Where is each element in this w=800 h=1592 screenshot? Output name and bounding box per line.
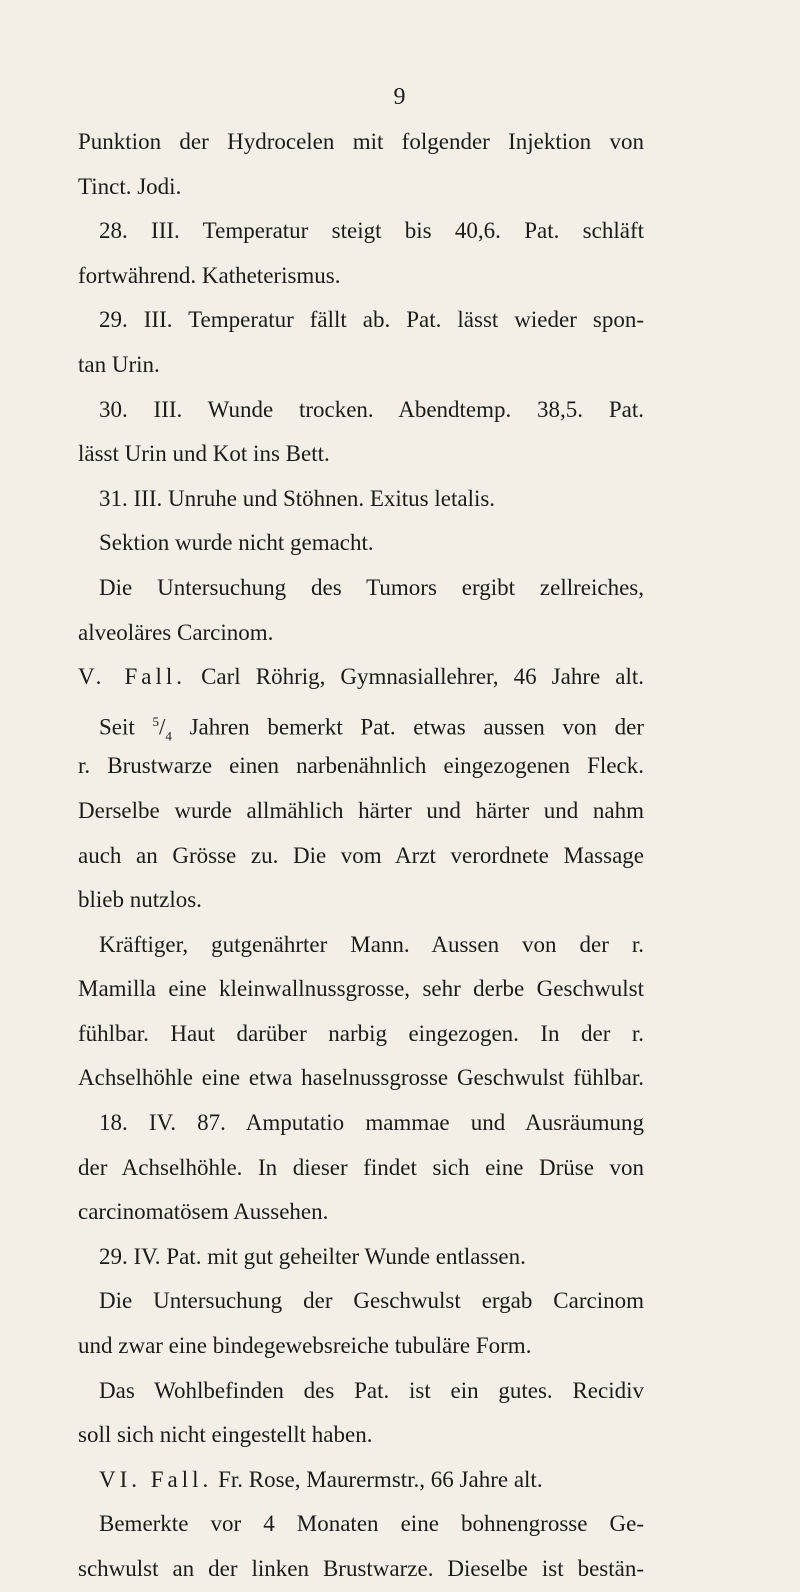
case-heading-vi: VI. Fall. Fr. Rose, Maurermstr., 66 Jahre alt. — [99, 1466, 543, 1492]
text-line: 18. IV. 87. Amputatio mammae und Ausräumung — [99, 1110, 644, 1136]
text-line: tan Urin. — [78, 351, 160, 377]
text-line: 29. III. Temperatur fällt ab. Pat. lässt wieder spon- — [99, 307, 644, 333]
text-line: der Achselhöhle. In dieser findet sich eine Drüse von — [78, 1154, 644, 1180]
text-line: Derselbe wurde allmählich härter und härter und nahm — [78, 797, 644, 823]
case-label: VI. Fall. — [99, 1466, 213, 1492]
text-line: und zwar eine bindegewebsreiche tubuläre Form. — [78, 1333, 532, 1359]
text-line: Das Wohlbefinden des Pat. ist ein gutes. Recidiv — [99, 1377, 644, 1403]
text-line: 29. IV. Pat. mit gut geheilter Wunde entlassen. — [99, 1243, 526, 1269]
text-line: lässt Urin und Kot ins Bett. — [78, 441, 330, 467]
text-line: auch an Grösse zu. Die vom Arzt verordnete Massage — [78, 842, 644, 868]
text-line: 30. III. Wunde trocken. Abendtemp. 38,5. Pat. — [99, 396, 644, 422]
case-heading-v: V. Fall. Carl Röhrig, Gymnasiallehrer, 46 Jahre alt. — [78, 664, 644, 690]
fraction-numerator: 5 — [152, 713, 159, 729]
text-line: Achselhöhle eine etwa haselnussgrosse Geschwulst fühlbar. — [78, 1065, 644, 1091]
text-line: alveoläres Carcinom. — [78, 619, 274, 645]
body-text — [78, 120, 644, 1592]
text-line: Tinct. Jodi. — [78, 173, 182, 199]
page-number: 9 — [393, 84, 407, 110]
text-line: fühlbar. Haut darüber narbig eingezogen. In der r. — [78, 1020, 644, 1046]
text-line: blieb nutzlos. — [78, 887, 202, 913]
text-line: Punktion der Hydrocelen mit folgender Injektion von — [78, 129, 644, 154]
text-line: 28. III. Temperatur steigt bis 40,6. Pat. schläft — [99, 218, 644, 244]
text-line: Mamilla eine kleinwallnussgrosse, sehr derbe Geschwulst — [78, 976, 644, 1002]
text-line: 31. III. Unruhe und Stöhnen. Exitus letalis. — [99, 485, 496, 511]
text-line-fraction: Seit $^5/_4$ Jahren bemerkt Pat. etwas aussen von der — [99, 713, 644, 743]
text-line: Kräftiger, gutgenährter Mann. Aussen von der r. — [99, 931, 644, 957]
text-line: Die Untersuchung der Geschwulst ergab Carcinom — [99, 1288, 644, 1314]
text-line: soll sich nicht eingestellt haben. — [78, 1422, 373, 1448]
text-line: schwulst an der linken Brustwarze. Dieselbe ist bestän- — [78, 1556, 644, 1581]
case-label: V. Fall. — [78, 664, 186, 690]
text-line: fortwährend. Katheterismus. — [78, 262, 341, 288]
text-line: Die Untersuchung des Tumors ergibt zellreiches, — [99, 574, 644, 600]
fraction-denominator: 4 — [165, 727, 172, 743]
text-line: Bemerkte vor 4 Monaten eine bohnengrosse Ge- — [99, 1511, 644, 1537]
text-line: carcinomatösem Aussehen. — [78, 1199, 329, 1225]
text-line: Sektion wurde nicht gemacht. — [99, 530, 374, 556]
text-line: r. Brustwarze einen narbenähnlich eingezogenen Fleck. — [78, 753, 644, 779]
